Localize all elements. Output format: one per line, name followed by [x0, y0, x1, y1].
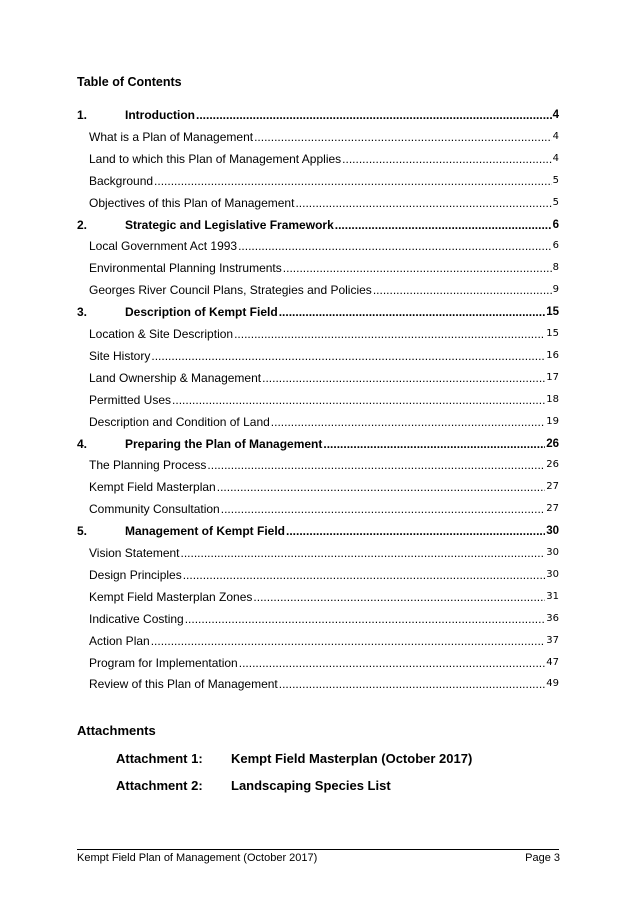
footer-document-title: Kempt Field Plan of Management (October 2017) [77, 852, 318, 864]
toc-subsection-entry[interactable] [77, 231, 559, 253]
attachment-label: Attachment 2: [116, 778, 203, 793]
toc-page-number: 31 [546, 590, 559, 602]
toc-entry-label: Permitted Uses [89, 392, 172, 407]
toc-entry-label: Site History [89, 348, 151, 363]
toc-page-number: 4 [552, 130, 559, 142]
toc-dot-leader [335, 218, 552, 232]
toc-subsection-entry[interactable] [77, 472, 559, 494]
toc-dot-leader [154, 174, 552, 188]
toc-entry-label: Indicative Costing [89, 611, 184, 626]
toc-page-number: 36 [546, 612, 559, 624]
toc-subsection-entry[interactable] [77, 144, 559, 166]
toc-entry-label: Kempt Field Masterplan Zones [89, 589, 253, 604]
toc-page-number: 27 [546, 503, 559, 515]
toc-dot-leader [239, 656, 546, 670]
toc-dot-leader [323, 437, 545, 451]
toc-subsection-entry[interactable] [77, 648, 559, 670]
toc-dot-leader [295, 196, 551, 210]
toc-entry-label: Description of Kempt Field [125, 305, 278, 320]
toc-entry-label: Strategic and Legislative Framework [125, 217, 334, 232]
toc-subsection-entry[interactable] [77, 538, 559, 560]
toc-dot-leader [234, 327, 545, 341]
toc-dot-leader [172, 393, 545, 407]
toc-dot-leader [286, 524, 545, 538]
toc-entry-label: The Planning Process [89, 458, 207, 473]
toc-section-entry[interactable] [77, 516, 559, 538]
toc-subsection-entry[interactable] [77, 319, 559, 341]
toc-dot-leader [253, 590, 545, 604]
toc-page-number: 9 [552, 284, 559, 296]
toc-subsection-entry[interactable] [77, 385, 559, 407]
toc-section-number: 5. [77, 524, 88, 539]
toc-entry-label: Background [89, 173, 154, 188]
toc-entry-label: Program for Implementation [89, 655, 238, 670]
toc-subsection-entry[interactable] [77, 560, 559, 582]
toc-subsection-entry[interactable] [77, 582, 559, 604]
toc-entry-label: Kempt Field Masterplan [89, 480, 216, 495]
toc-entry-label: Location & Site Description [89, 327, 234, 341]
toc-page-number: 5 [552, 174, 559, 186]
toc-entry-label: Review of this Plan of Management [89, 677, 278, 692]
toc-dot-leader [373, 283, 552, 297]
toc-entry-label: Objectives of this Plan of Management [89, 195, 295, 210]
toc-dot-leader [279, 677, 546, 691]
toc-subsection-entry[interactable] [77, 341, 559, 363]
toc-entry-label: Action Plan [89, 633, 150, 648]
attachments-title: Attachments [77, 723, 156, 738]
toc-entry-label: Preparing the Plan of Management [125, 436, 323, 451]
toc-entry-label: Vision Statement [89, 546, 180, 560]
toc-dot-leader [151, 634, 546, 648]
toc-page-number: 27 [546, 481, 559, 493]
toc-page-number: 4 [552, 152, 559, 164]
toc-section-number: 2. [77, 217, 88, 232]
toc-dot-leader [151, 349, 545, 363]
toc-page-number: 26 [546, 437, 559, 450]
toc-subsection-entry[interactable] [77, 450, 559, 472]
toc-subsection-entry[interactable] [77, 669, 559, 691]
toc-dot-leader [283, 261, 552, 275]
toc-dot-leader [181, 546, 546, 560]
toc-page-number: 16 [546, 349, 559, 361]
attachment-name: Kempt Field Masterplan (October 2017) [231, 751, 473, 766]
toc-page-number: 8 [552, 262, 559, 274]
toc-section-number: 1. [77, 108, 88, 122]
toc-section-number: 4. [77, 436, 88, 451]
toc-subsection-entry[interactable] [77, 188, 559, 210]
toc-page-number: 15 [546, 328, 559, 339]
toc-page-number: 18 [546, 393, 559, 405]
toc-subsection-entry[interactable] [77, 363, 559, 385]
toc-section-entry[interactable] [77, 210, 559, 232]
toc-subsection-entry[interactable] [77, 604, 559, 626]
toc-entry-label: Design Principles [89, 567, 182, 582]
footer-divider [77, 849, 559, 850]
toc-entry-label: Description and Condition of Land [89, 414, 270, 429]
toc-entry-label: Georges River Council Plans, Strategies and Policies [89, 283, 372, 298]
toc-dot-leader [262, 371, 545, 385]
toc-subsection-entry[interactable] [77, 494, 559, 516]
toc-entry-label: Local Government Act 1993 [89, 239, 238, 254]
attachment-item [116, 778, 391, 793]
toc-subsection-entry[interactable] [77, 275, 559, 297]
toc-dot-leader [217, 480, 546, 494]
toc-dot-leader [221, 502, 546, 516]
toc-entry-label: Community Consultation [89, 502, 220, 517]
toc-section-entry[interactable] [77, 429, 559, 451]
toc-dot-leader [254, 130, 552, 144]
toc-section-entry[interactable] [77, 297, 559, 319]
footer-page-number: Page 3 [525, 852, 560, 864]
toc-page-number: 37 [546, 634, 559, 646]
attachment-item [116, 751, 472, 766]
toc-page-number: 6 [552, 218, 559, 231]
toc-page-number: 19 [546, 415, 559, 427]
toc-page-number: 5 [552, 196, 559, 208]
toc-title: Table of Contents [77, 75, 182, 89]
toc-subsection-entry[interactable] [77, 253, 559, 275]
toc-subsection-entry[interactable] [77, 122, 559, 144]
toc-subsection-entry[interactable] [77, 407, 559, 429]
attachment-label: Attachment 1: [116, 751, 203, 766]
toc-page-number: 30 [546, 568, 559, 580]
toc-entry-label: Land to which this Plan of Management Applies [89, 151, 342, 166]
toc-subsection-entry[interactable] [77, 626, 559, 648]
toc-section-entry[interactable] [77, 100, 559, 122]
toc-dot-leader [238, 239, 552, 253]
toc-entry-label: Introduction [125, 108, 195, 122]
toc-dot-leader [183, 568, 546, 582]
toc-page-number: 4 [552, 109, 559, 121]
toc-page-number: 30 [546, 525, 559, 538]
toc-page-number: 47 [546, 656, 559, 668]
toc-dot-leader [279, 305, 546, 319]
toc-page-number: 49 [546, 678, 559, 690]
toc-subsection-entry[interactable] [77, 166, 559, 188]
toc-page-number: 15 [546, 306, 559, 319]
toc-dot-leader [207, 458, 545, 472]
toc-entry-label: What is a Plan of Management [89, 129, 254, 144]
toc-entry-label: Land Ownership & Management [89, 370, 262, 385]
toc-section-number: 3. [77, 305, 88, 320]
toc-page-number: 6 [552, 240, 559, 252]
toc-dot-leader [196, 108, 552, 122]
attachment-name: Landscaping Species List [231, 778, 391, 793]
toc-page-number: 30 [546, 547, 559, 558]
toc-entry-label: Management of Kempt Field [125, 524, 286, 539]
toc-dot-leader [185, 612, 546, 626]
toc-dot-leader [342, 152, 551, 166]
toc-entry-label: Environmental Planning Instruments [89, 261, 282, 276]
toc-page-number: 17 [546, 371, 559, 383]
toc-page-number: 26 [546, 459, 559, 471]
toc-dot-leader [271, 415, 545, 429]
